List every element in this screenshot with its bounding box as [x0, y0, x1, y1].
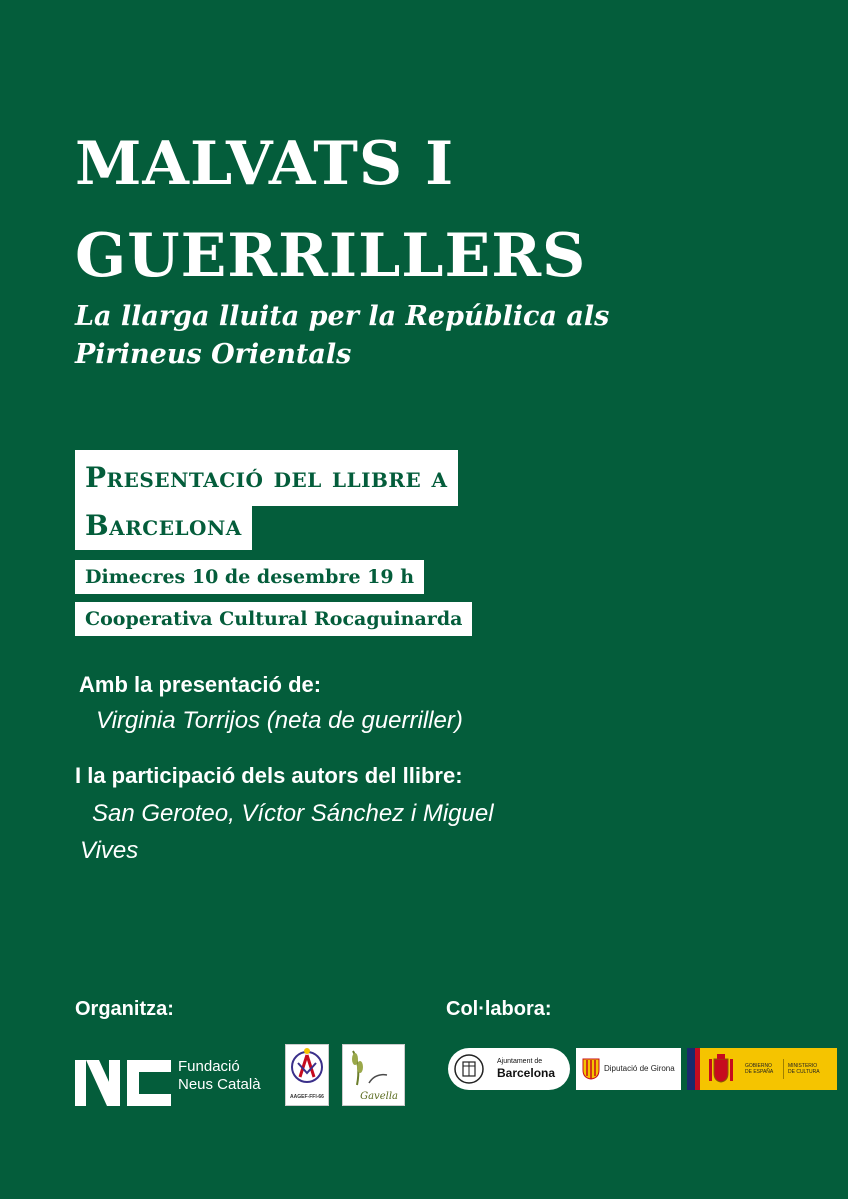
- girona-crest-icon: [582, 1058, 600, 1080]
- ministerio-text: [788, 1063, 820, 1075]
- authors-line-2: Vives: [80, 837, 139, 864]
- fundacio-neus-catala-logo: [75, 1060, 175, 1106]
- girona-text: Diputació de Girona: [604, 1064, 675, 1073]
- gobierno-line-1: GOBIERNO: [745, 1063, 772, 1069]
- title-line-1: MALVATS I: [75, 129, 455, 199]
- gobierno-espana-logo: [687, 1048, 837, 1090]
- ministerio-line-2: DE CULTURA: [788, 1069, 820, 1075]
- presentation-label: Amb la presentació de:: [79, 672, 322, 697]
- gavella-logo: [342, 1044, 405, 1106]
- gavella-text: Gavella: [360, 1091, 398, 1102]
- organitza-label: Organitza:: [75, 998, 174, 1020]
- aagef-emblem-icon: [286, 1045, 328, 1093]
- logo-divider: [783, 1059, 784, 1079]
- diputacio-girona-logo: [576, 1048, 681, 1090]
- barcelona-crest-icon: [454, 1054, 484, 1084]
- event-venue: Cooperativa Cultural Rocaguinarda: [75, 602, 472, 636]
- wheat-icon: [343, 1045, 404, 1091]
- fundacio-line-1: Fundació: [178, 1058, 240, 1075]
- event-heading-line-2: Barcelona: [75, 502, 252, 550]
- event-datetime: Dimecres 10 de desembre 19 h: [75, 560, 424, 594]
- gobierno-line-2: DE ESPAÑA: [745, 1069, 774, 1075]
- event-heading-line-1: Presentació del llibre a: [75, 450, 458, 506]
- aagef-text: AAGEF-FFI-66: [290, 1094, 324, 1100]
- eu-flag-stripe: [687, 1048, 695, 1090]
- ministerio-line-1: MINISTERIO: [788, 1063, 818, 1069]
- nc-mark-icon: [75, 1060, 175, 1106]
- authors-line-1: San Geroteo, Víctor Sánchez i Miguel: [92, 800, 494, 827]
- aagef-logo: [285, 1044, 329, 1106]
- poster-subtitle: [75, 298, 635, 374]
- barcelona-line-1: Ajuntament de: [497, 1058, 543, 1065]
- fundacio-line-2: Neus Català: [178, 1076, 261, 1093]
- poster-title: [75, 118, 695, 302]
- spain-flag-stripe: [695, 1048, 700, 1090]
- barcelona-line-2: Barcelona: [497, 1066, 556, 1080]
- presenter-name: Virginia Torrijos (neta de guerriller): [96, 707, 463, 734]
- gobierno-text: [745, 1063, 773, 1075]
- subtitle-line-2: Pirineus Orientals: [75, 339, 352, 370]
- participation-label: I la participació dels autors del llibre:: [75, 763, 463, 788]
- ajuntament-barcelona-logo: [448, 1048, 570, 1090]
- subtitle-line-1: La llarga lluita per la República als: [75, 301, 610, 332]
- collabora-label: Col·labora:: [446, 998, 552, 1020]
- fundacio-neus-catala-text: [178, 1058, 261, 1094]
- title-line-2: GUERRILLERS: [75, 221, 587, 291]
- spain-coat-of-arms-icon: [707, 1053, 735, 1085]
